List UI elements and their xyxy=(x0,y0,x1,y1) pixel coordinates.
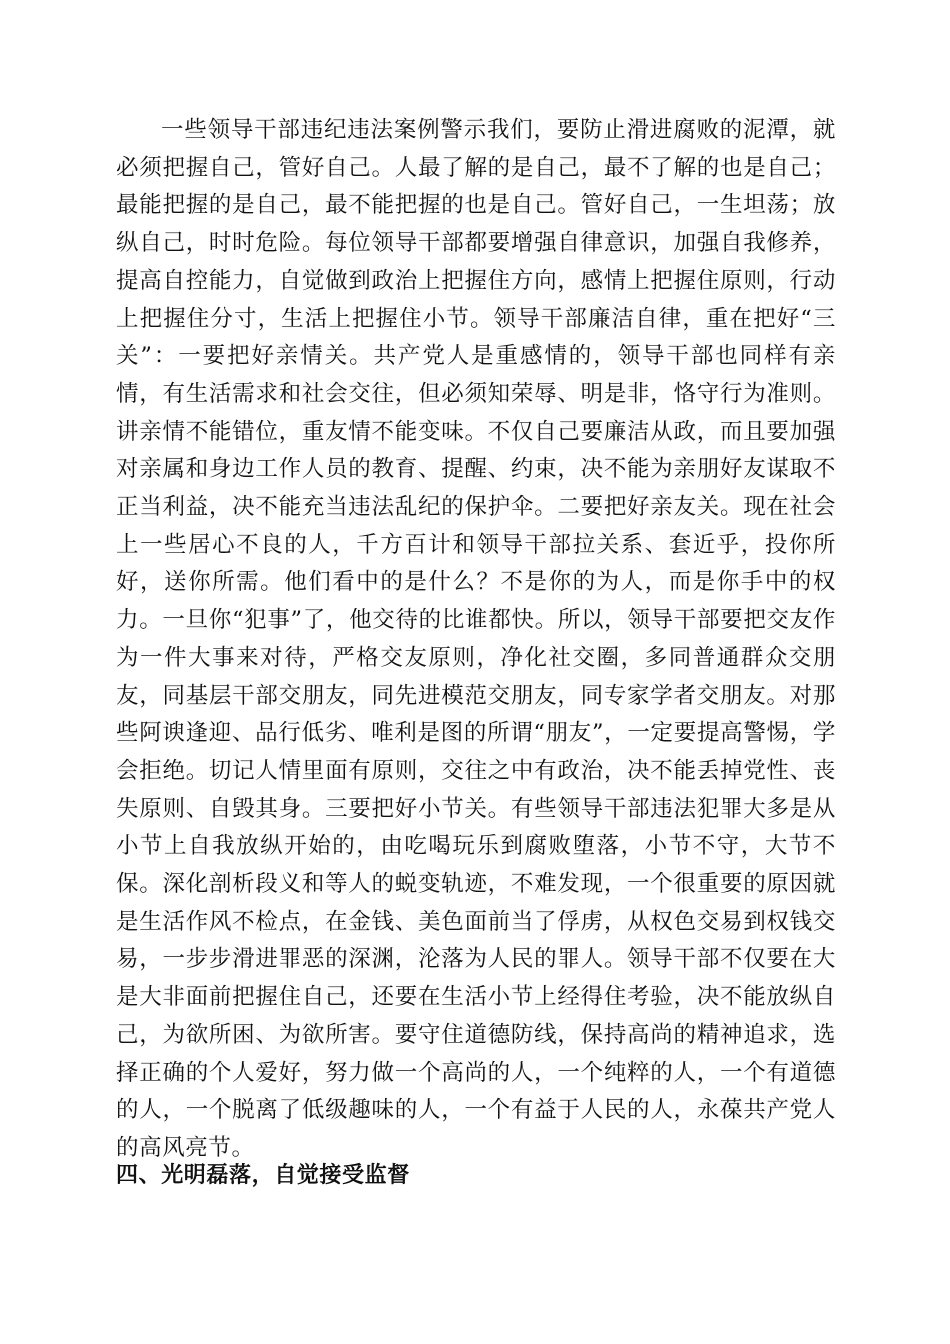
body-paragraph: 一些领导干部违纪违法案例警示我们，要防止滑进腐败的泥潭，就必须把握自己，管好自己。人最了解的是自己，最不了解的也是自己；最能把握的是自己，最不能把握的也是自己。管好自己，一生坦荡；放纵自己，时时危险。每位领导干部都要增强自律意识，加强自我修养，提高自控能力，自觉做到政治上把握住方向，感情上把握住原则，行动上把握住分寸，生活上把握住小节。领导干部廉洁自律，重在把好“三关”：一要把好亲情关。共产党人是重感情的，领导干部也同样有亲情，有生活需求和社会交往，但必须知荣辱、明是非，恪守行为准则。讲亲情不能错位，重友情不能变味。不仅自己要廉洁从政，而且要加强对亲属和身边工作人员的教育、提醒、约束，决不能为亲朋好友谋取不正当利益，决不能充当违法乱纪的保护伞。二要把好亲友关。现在社会上一些居心不良的人，千方百计和领导干部拉关系、套近乎，投你所好，送你所需。他们看中的是什么？不是你的为人，而是你手中的权力。一旦你“犯事”了，他交待的比谁都快。所以，领导干部要把交友作为一件大事来对待，严格交友原则，净化社交圈，多同普通群众交朋友，同基层干部交朋友，同先进模范交朋友，同专家学者交朋友。对那些阿谀逢迎、品行低劣、唯利是图的所谓“朋友”，一定要提高警惕，学会拒绝。切记人情里面有原则，交往之中有政治，决不能丢掉党性、丧失原则、自毁其身。三要把好小节关。有些领导干部违法犯罪大多是从小节上自我放纵开始的，由吃喝玩乐到腐败堕落，小节不守，大节不保。深化剖析段义和等人的蜕变轨迹，不难发现，一个很重要的原因就是生活作风不检点，在金钱、美色面前当了俘虏，从权色交易到权钱交易，一步步滑进罪恶的深渊，沦落为人民的罪人。领导干部不仅要在大是大非面前把握住自己，还要在生活小节上经得住考验，决不能放纵自己，为欲所困、为欲所害。要守住道德防线，保持高尚的精神追求，选择正确的个人爱好，努力做一个高尚的人，一个纯粹的人，一个有道德的人，一个脱离了低级趣味的人，一个有益于人民的人，永葆共产党人的高风亮节。 xyxy=(116,117,836,1161)
section-heading: 四、光明磊落，自觉接受监督 xyxy=(116,1163,410,1188)
